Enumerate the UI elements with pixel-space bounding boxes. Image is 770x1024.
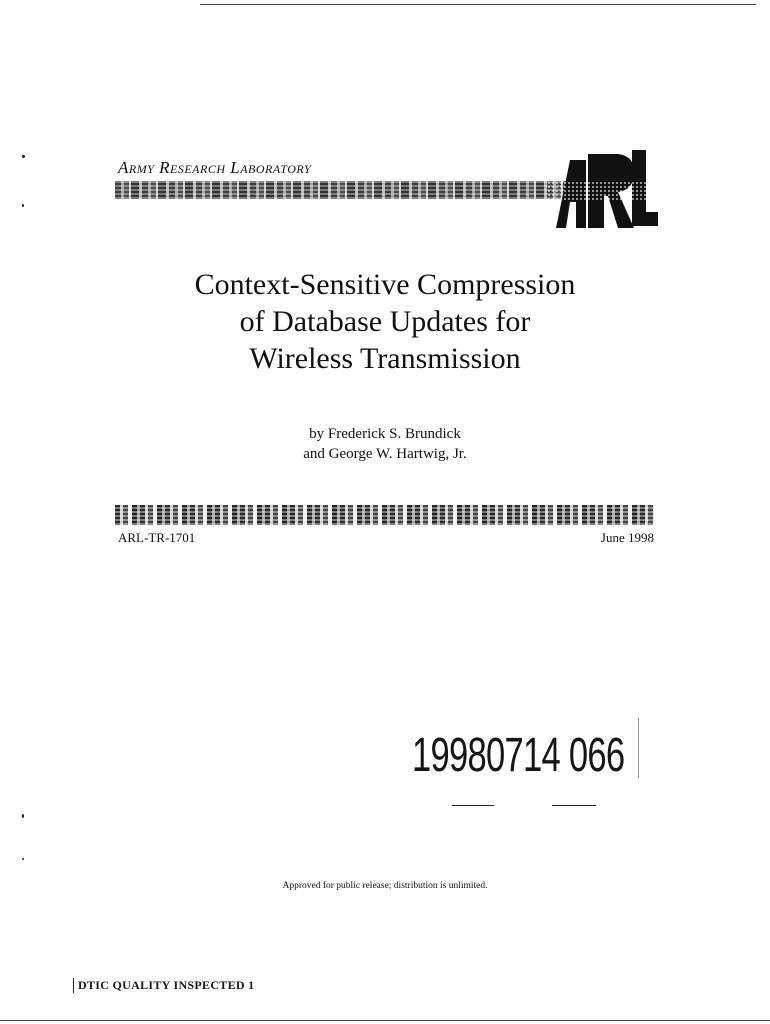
authors bbox=[185, 424, 585, 464]
separator-pattern-bar bbox=[115, 505, 655, 525]
report-title bbox=[85, 266, 685, 377]
organization-name: Army Research Laboratory bbox=[118, 158, 312, 177]
scan-speck bbox=[22, 814, 24, 818]
approval-statement: Approved for public release; distribution is unlimited. bbox=[282, 881, 488, 891]
title-line: Wireless Transmission bbox=[249, 342, 521, 375]
report-number: ARL-TR-1701 bbox=[118, 530, 196, 545]
scan-speck bbox=[638, 718, 639, 778]
header-pattern-bar bbox=[115, 181, 575, 199]
top-rule bbox=[200, 4, 756, 5]
accession-underline bbox=[552, 805, 596, 806]
arl-logo bbox=[548, 150, 658, 230]
title-line: of Database Updates for bbox=[239, 305, 531, 338]
author-line: and George W. Hartwig, Jr. bbox=[303, 446, 467, 462]
author-line: by Frederick S. Brundick bbox=[309, 426, 461, 442]
scan-speck bbox=[22, 204, 24, 207]
report-date: June 1998 bbox=[600, 530, 654, 545]
bottom-rule bbox=[0, 1020, 770, 1021]
dtic-quality-stamp: DTIC QUALITY INSPECTED 1 bbox=[73, 978, 254, 993]
accession-underline bbox=[452, 805, 494, 806]
title-line: Context-Sensitive Compression bbox=[194, 268, 576, 301]
scan-speck bbox=[22, 858, 24, 860]
accession-number: 19980714 066 bbox=[412, 729, 625, 782]
scan-speck bbox=[22, 155, 25, 158]
